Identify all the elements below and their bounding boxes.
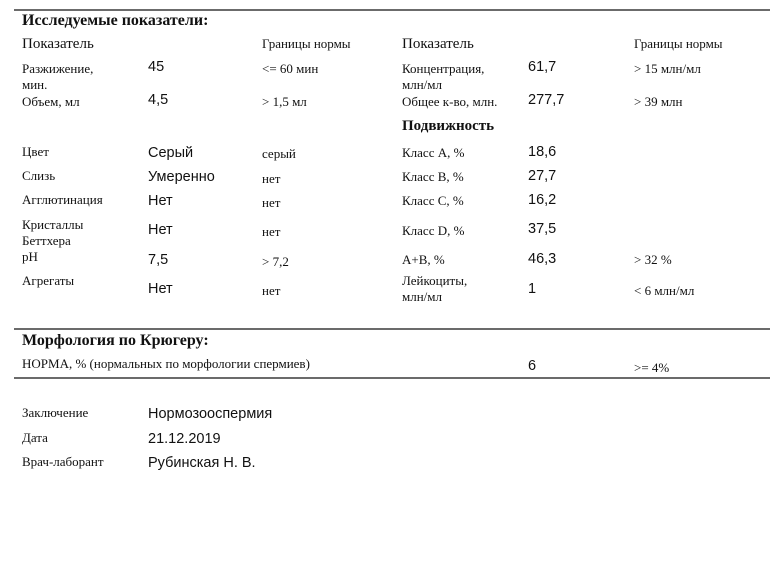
row-value-crystals: Нет: [148, 222, 173, 238]
left-header-param: Показатель: [22, 36, 94, 52]
row-value-aggregates: Нет: [148, 281, 173, 297]
row-value-concentration: 61,7: [528, 59, 557, 75]
lab-doctor-value: Рубинская Н. В.: [148, 455, 256, 471]
row-label-aggregates: Агрегаты: [22, 273, 75, 288]
row-label-class-d: Класс D, %: [402, 223, 465, 238]
row-label-liquefaction: [22, 61, 93, 93]
conclusion-label: Заключение: [22, 405, 89, 420]
right-header-param: Показатель: [402, 36, 474, 52]
row-value-class-c: 16,2: [528, 192, 557, 208]
row-norm-agglutination: нет: [262, 195, 281, 210]
morphology-value: 6: [528, 358, 537, 374]
row-label-mucus: Слизь: [22, 168, 56, 183]
top-divider: [14, 9, 770, 11]
label-line-2: мин.: [22, 77, 48, 92]
row-label-crystals: [22, 217, 83, 249]
row-value-a-plus-b: 46,3: [528, 251, 557, 267]
row-norm-mucus: нет: [262, 171, 281, 186]
row-label-total-count: Общее к-во, млн.: [402, 94, 498, 109]
morphology-top-divider: [14, 328, 770, 330]
row-norm-ph: > 7,2: [262, 254, 289, 269]
section-title-indicators: Исследуемые показатели:: [22, 12, 209, 29]
row-label-agglutination: Агглютинация: [22, 192, 103, 207]
label-line-1: Кристаллы: [22, 217, 84, 232]
lab-doctor-label: Врач-лаборант: [22, 454, 104, 469]
label-line-2: млн/мл: [402, 289, 442, 304]
row-norm-leukocytes: < 6 млн/мл: [634, 283, 695, 298]
row-norm-concentration: > 15 млн/мл: [634, 61, 701, 76]
label-line-2: Беттхера: [22, 233, 71, 248]
row-label-a-plus-b: А+В, %: [402, 252, 445, 267]
morphology-label: НОРМА, % (нормальных по морфологии спермиев): [22, 356, 310, 371]
row-value-class-d: 37,5: [528, 221, 557, 237]
row-value-agglutination: Нет: [148, 193, 173, 209]
row-norm-liquefaction: <= 60 мин: [262, 61, 319, 76]
right-header-norm: Границы нормы: [634, 36, 723, 51]
morphology-bottom-divider: [14, 377, 770, 379]
label-line-2: млн/мл: [402, 77, 442, 92]
row-norm-color: серый: [262, 146, 296, 161]
row-label-class-a: Класс А, %: [402, 145, 465, 160]
row-value-total-count: 277,7: [528, 92, 565, 108]
row-value-leukocytes: 1: [528, 281, 537, 297]
row-label-class-c: Класс С, %: [402, 193, 464, 208]
label-line-1: Концентрация,: [402, 61, 485, 76]
motility-heading: Подвижность: [402, 118, 495, 134]
left-header-norm: Границы нормы: [262, 36, 351, 51]
section-title-morphology: Морфология по Крюгеру:: [22, 332, 209, 349]
date-label: Дата: [22, 430, 48, 445]
row-value-class-a: 18,6: [528, 144, 557, 160]
row-label-class-b: Класс В, %: [402, 169, 464, 184]
label-line-1: Разжижение,: [22, 61, 94, 76]
label-line-1: Лейкоциты,: [402, 273, 468, 288]
row-value-volume: 4,5: [148, 92, 169, 108]
row-value-color: Серый: [148, 145, 194, 161]
conclusion-value: Нормозооспермия: [148, 406, 273, 422]
row-label-color: Цвет: [22, 144, 49, 159]
row-norm-aggregates: нет: [262, 283, 281, 298]
row-norm-a-plus-b: > 32 %: [634, 252, 672, 267]
row-value-class-b: 27,7: [528, 168, 557, 184]
row-norm-total-count: > 39 млн: [634, 94, 683, 109]
row-label-volume: Объем, мл: [22, 94, 80, 109]
row-value-mucus: Умеренно: [148, 169, 215, 185]
row-label-leukocytes: [402, 273, 467, 305]
row-norm-volume: > 1,5 мл: [262, 94, 307, 109]
row-label-concentration: [402, 61, 484, 93]
date-value: 21.12.2019: [148, 431, 221, 447]
row-value-liquefaction: 45: [148, 59, 165, 75]
morphology-norm: >= 4%: [634, 360, 670, 375]
row-label-ph: pH: [22, 249, 38, 264]
row-value-ph: 7,5: [148, 252, 169, 268]
row-norm-crystals: нет: [262, 224, 281, 239]
